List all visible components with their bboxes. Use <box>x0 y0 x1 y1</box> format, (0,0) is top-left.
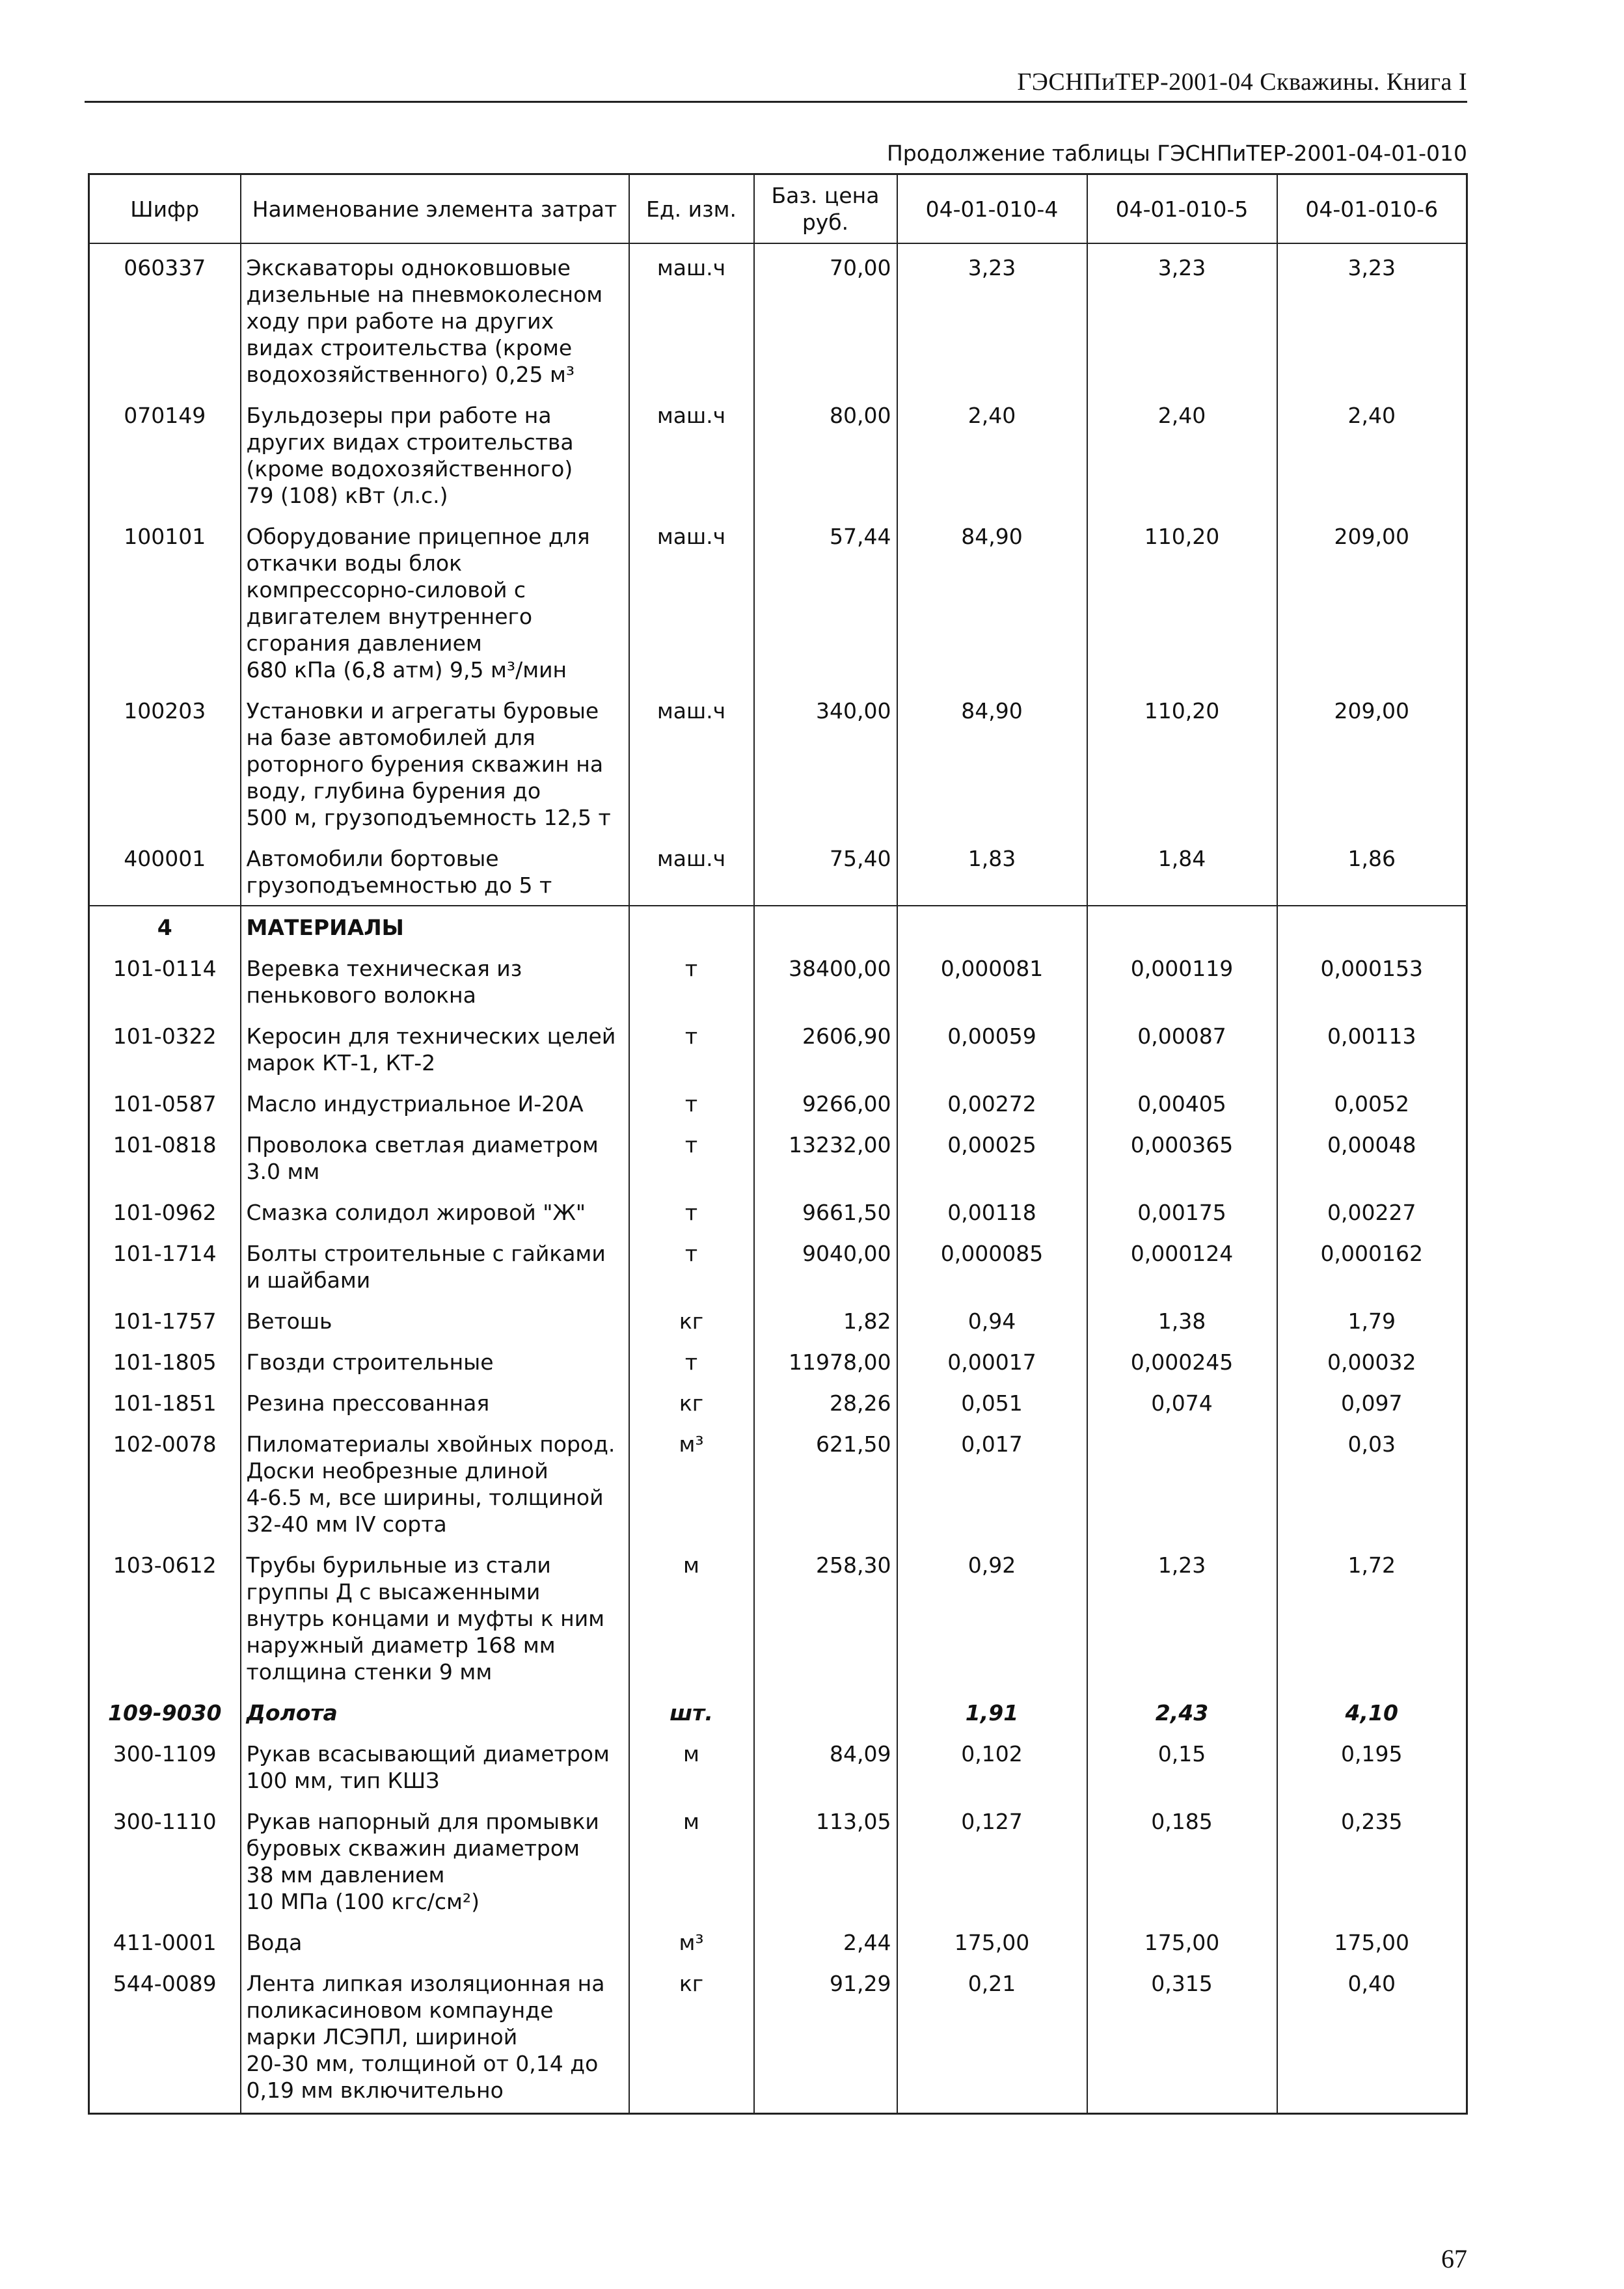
cell-col5: 0,000245 <box>1087 1341 1277 1382</box>
cell-col4: 84,90 <box>897 690 1087 837</box>
cell-unit: маш.ч <box>629 690 754 837</box>
cell-name-line: Керосин для технических целей <box>246 1023 616 1049</box>
cell-name <box>241 837 629 906</box>
cell-price: 84,09 <box>754 1733 897 1800</box>
cell-code: 300-1109 <box>89 1733 241 1800</box>
cell-name-line: Смазка солидол жировой "Ж" <box>246 1200 586 1225</box>
cell-name-line: Долота <box>246 1700 338 1726</box>
cell-price: 57,44 <box>754 515 897 690</box>
cell-code: 109-9030 <box>89 1692 241 1733</box>
cell-col4: 0,00017 <box>897 1341 1087 1382</box>
page-number: 67 <box>1441 2244 1467 2273</box>
cell-name-line: 32-40 мм IV сорта <box>246 1511 447 1537</box>
cell-col6: 0,03 <box>1277 1423 1467 1544</box>
cell-unit: т <box>629 1015 754 1083</box>
cell-col4: 0,00272 <box>897 1083 1087 1124</box>
cell-name-line: Экскаваторы одноковшовые <box>246 255 571 280</box>
cell-col4: 1,91 <box>897 1692 1087 1733</box>
cell-unit: кг <box>629 1962 754 2114</box>
cell-col4: 1,83 <box>897 837 1087 906</box>
cell-name <box>241 1921 629 1962</box>
table-row <box>89 394 1467 515</box>
cell-unit: т <box>629 1232 754 1300</box>
cell-price <box>754 906 897 947</box>
cell-col6: 2,40 <box>1277 394 1467 515</box>
cell-unit: м³ <box>629 1921 754 1962</box>
cell-col6: 0,000153 <box>1277 947 1467 1015</box>
cell-price: 9661,50 <box>754 1191 897 1232</box>
table-row <box>89 1692 1467 1733</box>
cell-col5: 0,074 <box>1087 1382 1277 1423</box>
table-row <box>89 1544 1467 1692</box>
cell-name-line: Резина прессованная <box>246 1390 490 1416</box>
cell-price: 91,29 <box>754 1962 897 2114</box>
cell-name-line: Масло индустриальное И-20А <box>246 1091 584 1117</box>
cell-name <box>241 1015 629 1083</box>
header-col5: 04-01-010-5 <box>1087 174 1277 244</box>
cell-name <box>241 1083 629 1124</box>
cell-name-line: 4-6.5 м, все ширины, толщиной <box>246 1485 604 1510</box>
cell-name-line: Рукав всасывающий диаметром <box>246 1741 610 1767</box>
cell-name-line: 100 мм, тип КШЗ <box>246 1768 440 1793</box>
cell-price: 621,50 <box>754 1423 897 1544</box>
cell-name-line: откачки воды блок <box>246 550 462 576</box>
table-row <box>89 515 1467 690</box>
cell-unit: маш.ч <box>629 515 754 690</box>
cell-col5: 0,00087 <box>1087 1015 1277 1083</box>
cell-name <box>241 947 629 1015</box>
cell-col6: 3,23 <box>1277 243 1467 394</box>
cell-col4: 3,23 <box>897 243 1087 394</box>
cell-name <box>241 243 629 394</box>
cell-col5: 0,00405 <box>1087 1083 1277 1124</box>
cell-price: 80,00 <box>754 394 897 515</box>
cell-col4: 0,102 <box>897 1733 1087 1800</box>
cell-code: 544-0089 <box>89 1962 241 2114</box>
cell-col6: 0,00048 <box>1277 1124 1467 1191</box>
cell-unit: т <box>629 1083 754 1124</box>
cell-name-line: роторного бурения скважин на <box>246 752 604 777</box>
cell-name-line: 20-30 мм, толщиной от 0,14 до <box>246 2051 599 2076</box>
cell-code: 101-0114 <box>89 947 241 1015</box>
table-row <box>89 1341 1467 1382</box>
cell-unit: т <box>629 1124 754 1191</box>
header-price <box>754 174 897 244</box>
header-col4: 04-01-010-4 <box>897 174 1087 244</box>
cell-col4: 0,92 <box>897 1544 1087 1692</box>
cell-name-line: 0,19 мм включительно <box>246 2078 504 2103</box>
cell-col5: 175,00 <box>1087 1921 1277 1962</box>
cell-price: 258,30 <box>754 1544 897 1692</box>
cell-name-line: воду, глубина бурения до <box>246 778 541 804</box>
table-row <box>89 906 1467 947</box>
cell-name <box>241 1191 629 1232</box>
cell-name-line: сгорания давлением <box>246 630 482 656</box>
cell-col6: 0,097 <box>1277 1382 1467 1423</box>
table-row <box>89 1300 1467 1341</box>
cell-unit: кг <box>629 1300 754 1341</box>
cell-name <box>241 1962 629 2114</box>
cell-name-line: Бульдозеры при работе на <box>246 403 552 428</box>
cell-price: 1,82 <box>754 1300 897 1341</box>
cell-price: 28,26 <box>754 1382 897 1423</box>
cell-name-line: Трубы бурильные из стали <box>246 1552 551 1578</box>
cell-unit: маш.ч <box>629 243 754 394</box>
cell-name <box>241 1124 629 1191</box>
cell-col6: 0,00113 <box>1277 1015 1467 1083</box>
cell-col6: 1,86 <box>1277 837 1467 906</box>
header-col6: 04-01-010-6 <box>1277 174 1467 244</box>
cell-unit: шт. <box>629 1692 754 1733</box>
cell-name-line: Доски необрезные длиной <box>246 1458 548 1483</box>
cell-name-line: пенькового волокна <box>246 982 476 1008</box>
cell-code: 101-0962 <box>89 1191 241 1232</box>
cell-name-line: дизельные на пневмоколесном <box>246 282 603 307</box>
cell-name-line: 79 (108) кВт (л.с.) <box>246 483 448 508</box>
table-row <box>89 1382 1467 1423</box>
cell-name-line: и шайбами <box>246 1267 371 1293</box>
cell-price: 340,00 <box>754 690 897 837</box>
cell-price: 38400,00 <box>754 947 897 1015</box>
cell-col6: 175,00 <box>1277 1921 1467 1962</box>
cell-col5 <box>1087 906 1277 947</box>
cell-code: 101-1851 <box>89 1382 241 1423</box>
cell-name-line: марки ЛСЭПЛ, шириной <box>246 2024 518 2050</box>
header-price-line1: Баз. цена <box>771 183 880 208</box>
cell-name-line: других видах строительства <box>246 429 574 455</box>
cell-unit: м <box>629 1800 754 1921</box>
cell-col5: 0,185 <box>1087 1800 1277 1921</box>
cell-code: 300-1110 <box>89 1800 241 1921</box>
table-row <box>89 1921 1467 1962</box>
cell-unit: т <box>629 947 754 1015</box>
cell-unit: т <box>629 1341 754 1382</box>
cell-code: 060337 <box>89 243 241 394</box>
running-header: ГЭСНПиТЕР-2001-04 Скважины. Книга I <box>1017 68 1467 96</box>
cell-col6: 209,00 <box>1277 515 1467 690</box>
cell-unit: м <box>629 1544 754 1692</box>
cell-price: 9040,00 <box>754 1232 897 1300</box>
cell-price <box>754 1692 897 1733</box>
cell-col5: 0,000124 <box>1087 1232 1277 1300</box>
cell-name-line: Лента липкая изоляционная на <box>246 1971 605 1996</box>
cell-col6: 4,10 <box>1277 1692 1467 1733</box>
cell-name-line: наружный диаметр 168 мм <box>246 1632 556 1658</box>
cell-name-line: на базе автомобилей для <box>246 725 535 750</box>
cell-col5: 0,15 <box>1087 1733 1277 1800</box>
cell-name-line: двигателем внутреннего <box>246 604 533 629</box>
cell-name-line: 38 мм давлением <box>246 1862 445 1888</box>
cell-col5: 0,000119 <box>1087 947 1277 1015</box>
cell-col5: 0,315 <box>1087 1962 1277 2114</box>
table-row <box>89 1015 1467 1083</box>
cell-price: 11978,00 <box>754 1341 897 1382</box>
cell-col5: 1,84 <box>1087 837 1277 906</box>
cell-col5: 110,20 <box>1087 690 1277 837</box>
cell-unit: т <box>629 1191 754 1232</box>
cell-name-line: Рукав напорный для промывки <box>246 1809 599 1834</box>
cell-name-line: ходу при работе на других <box>246 308 554 334</box>
cell-name-line: водохозяйственного) 0,25 м³ <box>246 362 575 387</box>
cell-code: 100203 <box>89 690 241 837</box>
cell-col6: 0,000162 <box>1277 1232 1467 1300</box>
cell-col5: 2,40 <box>1087 394 1277 515</box>
cell-code: 101-0818 <box>89 1124 241 1191</box>
cell-col6: 0,00032 <box>1277 1341 1467 1382</box>
cell-col5 <box>1087 1423 1277 1544</box>
cell-col4: 0,00025 <box>897 1124 1087 1191</box>
cell-col4: 0,127 <box>897 1800 1087 1921</box>
cell-name <box>241 1544 629 1692</box>
cell-code: 400001 <box>89 837 241 906</box>
cell-col4: 0,000081 <box>897 947 1087 1015</box>
cell-name <box>241 1300 629 1341</box>
table-row <box>89 1733 1467 1800</box>
cell-name-line: 680 кПа (6,8 атм) 9,5 м³/мин <box>246 657 567 683</box>
cell-name-line: 3.0 мм <box>246 1159 320 1184</box>
cell-name-line: 500 м, грузоподъемность 12,5 т <box>246 805 611 830</box>
cell-code: 101-0322 <box>89 1015 241 1083</box>
cell-name <box>241 690 629 837</box>
cell-name <box>241 1423 629 1544</box>
table-header-row <box>89 174 1467 244</box>
cell-code: 101-1805 <box>89 1341 241 1382</box>
header-price-line2: руб. <box>802 210 849 235</box>
cell-name <box>241 515 629 690</box>
table-row <box>89 1423 1467 1544</box>
table-row <box>89 1800 1467 1921</box>
table-body <box>89 243 1467 2114</box>
cell-name-line: 10 МПа (100 кгс/см²) <box>246 1889 480 1914</box>
cell-name <box>241 394 629 515</box>
cell-name <box>241 1800 629 1921</box>
cell-name-line: Проволока светлая диаметром <box>246 1132 599 1158</box>
cell-col5: 2,43 <box>1087 1692 1277 1733</box>
cell-code: 101-1757 <box>89 1300 241 1341</box>
cell-col4: 2,40 <box>897 394 1087 515</box>
cell-price: 70,00 <box>754 243 897 394</box>
cell-price: 9266,00 <box>754 1083 897 1124</box>
cell-code: 101-0587 <box>89 1083 241 1124</box>
table-row <box>89 1124 1467 1191</box>
cell-col4: 84,90 <box>897 515 1087 690</box>
cell-code: 411-0001 <box>89 1921 241 1962</box>
cell-col5: 0,000365 <box>1087 1124 1277 1191</box>
cell-name-line: группы Д с высаженными <box>246 1579 541 1605</box>
cell-name-line: видах строительства (кроме <box>246 335 573 360</box>
table-row <box>89 1232 1467 1300</box>
cell-col4: 0,94 <box>897 1300 1087 1341</box>
cell-col4: 0,000085 <box>897 1232 1087 1300</box>
cost-table <box>88 173 1468 2115</box>
cell-col4: 0,21 <box>897 1962 1087 2114</box>
cell-name <box>241 1382 629 1423</box>
cell-name <box>241 1733 629 1800</box>
cell-col6: 1,79 <box>1277 1300 1467 1341</box>
cell-name-line: буровых скважин диаметром <box>246 1835 580 1861</box>
cell-name-line: поликасиновом компаунде <box>246 1998 554 2023</box>
cell-col6: 1,72 <box>1277 1544 1467 1692</box>
cell-unit: кг <box>629 1382 754 1423</box>
cell-price: 113,05 <box>754 1800 897 1921</box>
cell-name-line: марок КТ-1, КТ-2 <box>246 1050 436 1076</box>
cell-unit: маш.ч <box>629 837 754 906</box>
cell-price: 2606,90 <box>754 1015 897 1083</box>
cell-name-line: внутрь концами и муфты к ним <box>246 1606 605 1631</box>
header-name: Наименование элемента затрат <box>241 174 629 244</box>
cell-price: 2,44 <box>754 1921 897 1962</box>
cell-code: 070149 <box>89 394 241 515</box>
cell-code: 103-0612 <box>89 1544 241 1692</box>
cell-unit: м <box>629 1733 754 1800</box>
cell-name-line: Ветошь <box>246 1308 332 1334</box>
table-row <box>89 1191 1467 1232</box>
cell-name-line: Веревка техническая из <box>246 956 522 981</box>
header-rule <box>85 101 1467 103</box>
cell-name-line: Установки и агрегаты буровые <box>246 698 599 724</box>
cell-name-line: компрессорно-силовой с <box>246 577 526 603</box>
cell-col4: 0,00118 <box>897 1191 1087 1232</box>
cell-col6: 0,0052 <box>1277 1083 1467 1124</box>
cell-name-line: Пиломатериалы хвойных пород. <box>246 1431 616 1457</box>
cell-price: 75,40 <box>754 837 897 906</box>
cell-price: 13232,00 <box>754 1124 897 1191</box>
cell-col6: 0,40 <box>1277 1962 1467 2114</box>
cell-col4: 0,00059 <box>897 1015 1087 1083</box>
cell-code: 100101 <box>89 515 241 690</box>
cell-name <box>241 1341 629 1382</box>
cell-code: 101-1714 <box>89 1232 241 1300</box>
cell-col5: 1,38 <box>1087 1300 1277 1341</box>
table-row <box>89 243 1467 394</box>
cell-name-line: грузоподъемностью до 5 т <box>246 873 552 898</box>
cell-col4 <box>897 906 1087 947</box>
table-row <box>89 837 1467 906</box>
cell-name <box>241 906 629 947</box>
header-unit: Ед. изм. <box>629 174 754 244</box>
cell-code: 102-0078 <box>89 1423 241 1544</box>
cell-unit: м³ <box>629 1423 754 1544</box>
cell-name-line: Гвозди строительные <box>246 1349 494 1375</box>
cell-name-line: Автомобили бортовые <box>246 846 499 871</box>
cell-name <box>241 1232 629 1300</box>
cell-name-line: (кроме водохозяйственного) <box>246 456 573 481</box>
cell-col6: 0,00227 <box>1277 1191 1467 1232</box>
cell-code: 4 <box>89 906 241 947</box>
cell-col6 <box>1277 906 1467 947</box>
cell-col5: 0,00175 <box>1087 1191 1277 1232</box>
cell-col6: 0,235 <box>1277 1800 1467 1921</box>
cell-col6: 0,195 <box>1277 1733 1467 1800</box>
table-row <box>89 1083 1467 1124</box>
cell-name-line: толщина стенки 9 мм <box>246 1659 493 1685</box>
table-continuation-note: Продолжение таблицы ГЭСНПиТЕР-2001-04-01-010 <box>886 141 1467 166</box>
cell-name-line: Болты строительные с гайками <box>246 1241 606 1266</box>
cell-col5: 110,20 <box>1087 515 1277 690</box>
cell-col5: 1,23 <box>1087 1544 1277 1692</box>
cell-col4: 175,00 <box>897 1921 1087 1962</box>
cell-unit: маш.ч <box>629 394 754 515</box>
cell-name-line: Оборудование прицепное для <box>246 524 590 549</box>
cell-name-line: МАТЕРИАЛЫ <box>246 915 404 940</box>
table-row <box>89 1962 1467 2114</box>
cell-col4: 0,017 <box>897 1423 1087 1544</box>
cell-col5: 3,23 <box>1087 243 1277 394</box>
cell-unit <box>629 906 754 947</box>
header-code: Шифр <box>89 174 241 244</box>
cell-col6: 209,00 <box>1277 690 1467 837</box>
table-row <box>89 947 1467 1015</box>
cell-name-line: Вода <box>246 1930 303 1955</box>
table-row <box>89 690 1467 837</box>
cell-col4: 0,051 <box>897 1382 1087 1423</box>
cell-name <box>241 1692 629 1733</box>
